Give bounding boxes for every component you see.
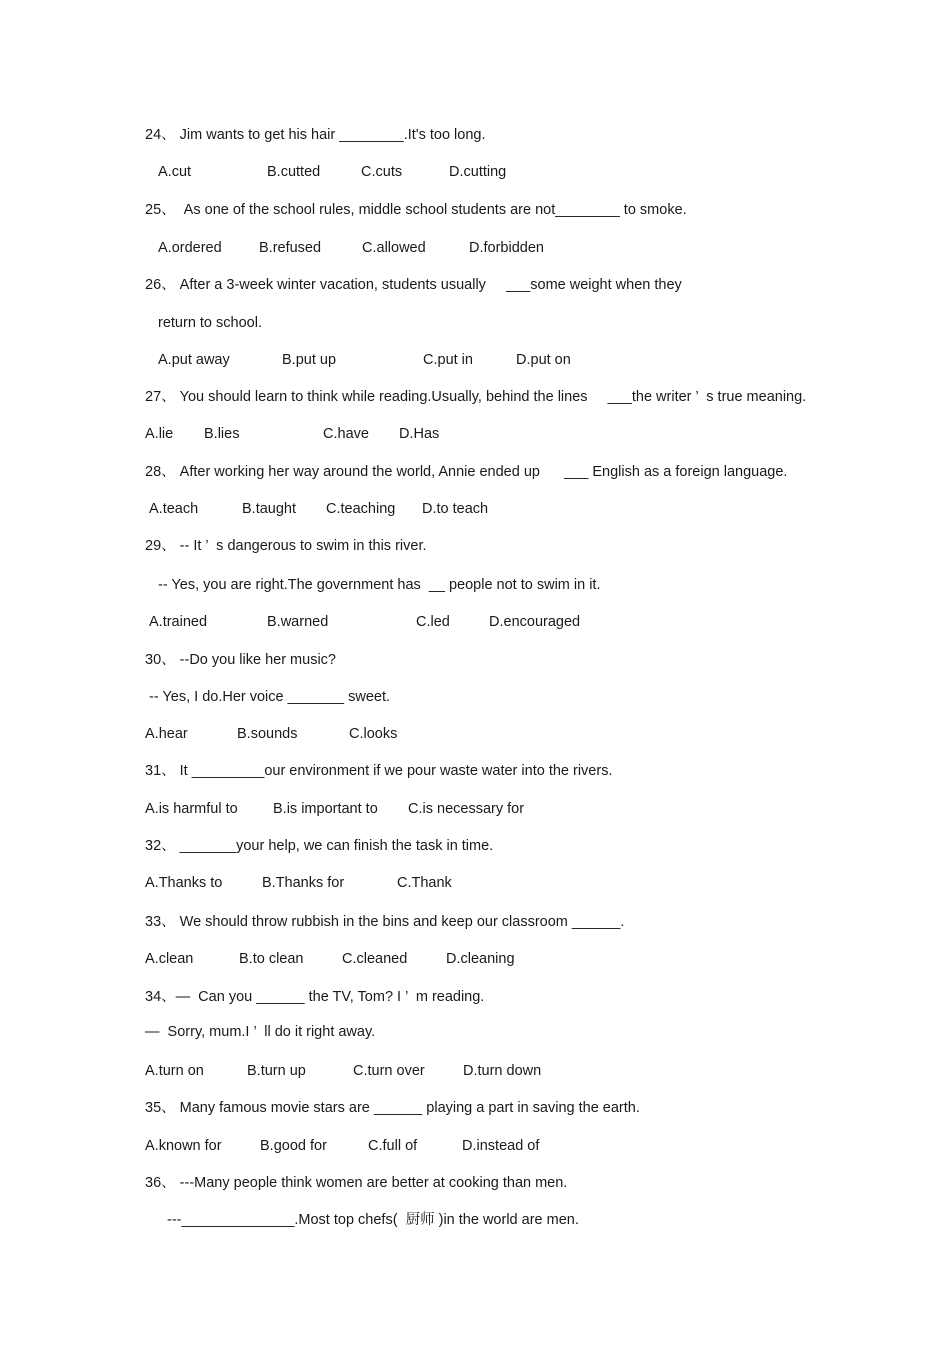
- question-33-option-d: D.cleaning: [446, 951, 515, 967]
- question-35-stem: 35、 Many famous movie stars are ______ playing a part in saving the earth.: [145, 1100, 640, 1116]
- question-33-option-b: B.to clean: [239, 951, 304, 967]
- question-29-stem-continued: -- Yes, you are right.The government has __ people not to swim in it.: [158, 577, 601, 593]
- question-35-option-b: B.good for: [260, 1138, 327, 1154]
- question-35-option-c: C.full of: [368, 1138, 418, 1154]
- question-34-option-c: C.turn over: [353, 1063, 425, 1079]
- question-25-stem: 25、 As one of the school rules, middle school students are not________ to smoke.: [145, 202, 687, 218]
- question-25-option-d: D.forbidden: [469, 240, 544, 256]
- question-27-stem: 27、 You should learn to think while reading.Usually, behind the lines ___the writer ’ s true meaning.: [145, 389, 807, 405]
- question-25-option-a: A.ordered: [158, 240, 222, 256]
- question-31-option-c: C.is necessary for: [408, 801, 525, 817]
- question-32-option-a: A.Thanks to: [145, 875, 223, 891]
- question-30-option-a: A.hear: [145, 726, 188, 742]
- question-31-option-b: B.is important to: [273, 801, 378, 817]
- question-34-option-a: A.turn on: [145, 1063, 204, 1079]
- question-25-option-b: B.refused: [259, 240, 322, 256]
- question-26-option-b: B.put up: [282, 352, 337, 368]
- question-28-option-b: B.taught: [242, 501, 297, 517]
- question-29-option-b: B.warned: [267, 614, 329, 630]
- question-34-option-b: B.turn up: [247, 1063, 306, 1079]
- question-35-option-a: A.known for: [145, 1138, 222, 1154]
- question-36-stem-continued: ---______________.Most top chefs( 厨师 )in the world are men.: [167, 1212, 579, 1228]
- question-27-option-c: C.have: [323, 426, 369, 442]
- question-32-option-b: B.Thanks for: [262, 875, 345, 891]
- question-29-option-c: C.led: [416, 614, 450, 630]
- question-33-option-c: C.cleaned: [342, 951, 408, 967]
- question-27-option-d: D.Has: [399, 426, 440, 442]
- question-26-option-a: A.put away: [158, 352, 230, 368]
- question-35-option-d: D.instead of: [462, 1138, 540, 1154]
- question-24-option-a: A.cut: [158, 164, 192, 180]
- question-34-stem-continued: — Sorry, mum.I ’ ll do it right away.: [145, 1024, 376, 1040]
- question-29-option-a: A.trained: [149, 614, 208, 630]
- question-31-stem: 31、 It _________our environment if we pour waste water into the rivers.: [145, 763, 613, 779]
- question-25-option-c: C.allowed: [362, 240, 426, 256]
- question-24-option-c: C.cuts: [361, 164, 403, 180]
- question-31-option-a: A.is harmful to: [145, 801, 238, 817]
- question-34-option-d: D.turn down: [463, 1063, 542, 1079]
- question-33-option-a: A.clean: [145, 951, 194, 967]
- question-34-stem: 34、— Can you ______ the TV, Tom? I ’ m reading.: [145, 989, 485, 1005]
- question-26-stem: 26、 After a 3-week winter vacation, students usually ___some weight when they: [145, 277, 682, 293]
- question-30-stem-continued: -- Yes, I do.Her voice _______ sweet.: [149, 689, 391, 705]
- question-26-option-c: C.put in: [423, 352, 473, 368]
- question-32-stem: 32、 _______your help, we can finish the task in time.: [145, 838, 494, 854]
- question-30-option-b: B.sounds: [237, 726, 298, 742]
- question-32-option-c: C.Thank: [397, 875, 452, 891]
- question-28-option-d: D.to teach: [422, 501, 489, 517]
- question-27-option-b: B.lies: [204, 426, 240, 442]
- question-30-stem: 30、 --Do you like her music?: [145, 652, 336, 668]
- question-28-option-c: C.teaching: [326, 501, 396, 517]
- question-27-option-a: A.lie: [145, 426, 174, 442]
- question-24-option-d: D.cutting: [449, 164, 507, 180]
- question-26-option-d: D.put on: [516, 352, 571, 368]
- question-26-stem-continued: return to school.: [158, 315, 262, 331]
- question-29-option-d: D.encouraged: [489, 614, 581, 630]
- question-24-stem: 24、 Jim wants to get his hair ________.It's too long.: [145, 127, 486, 143]
- question-30-option-c: C.looks: [349, 726, 398, 742]
- question-29-stem: 29、 -- It ’ s dangerous to swim in this river.: [145, 538, 427, 554]
- question-33-stem: 33、 We should throw rubbish in the bins and keep our classroom ______.: [145, 914, 625, 930]
- question-28-stem: 28、 After working her way around the world, Annie ended up ___ English as a foreign language.: [145, 464, 788, 480]
- question-36-stem: 36、 ---Many people think women are better at cooking than men.: [145, 1175, 568, 1191]
- question-28-option-a: A.teach: [149, 501, 199, 517]
- question-24-option-b: B.cutted: [267, 164, 321, 180]
